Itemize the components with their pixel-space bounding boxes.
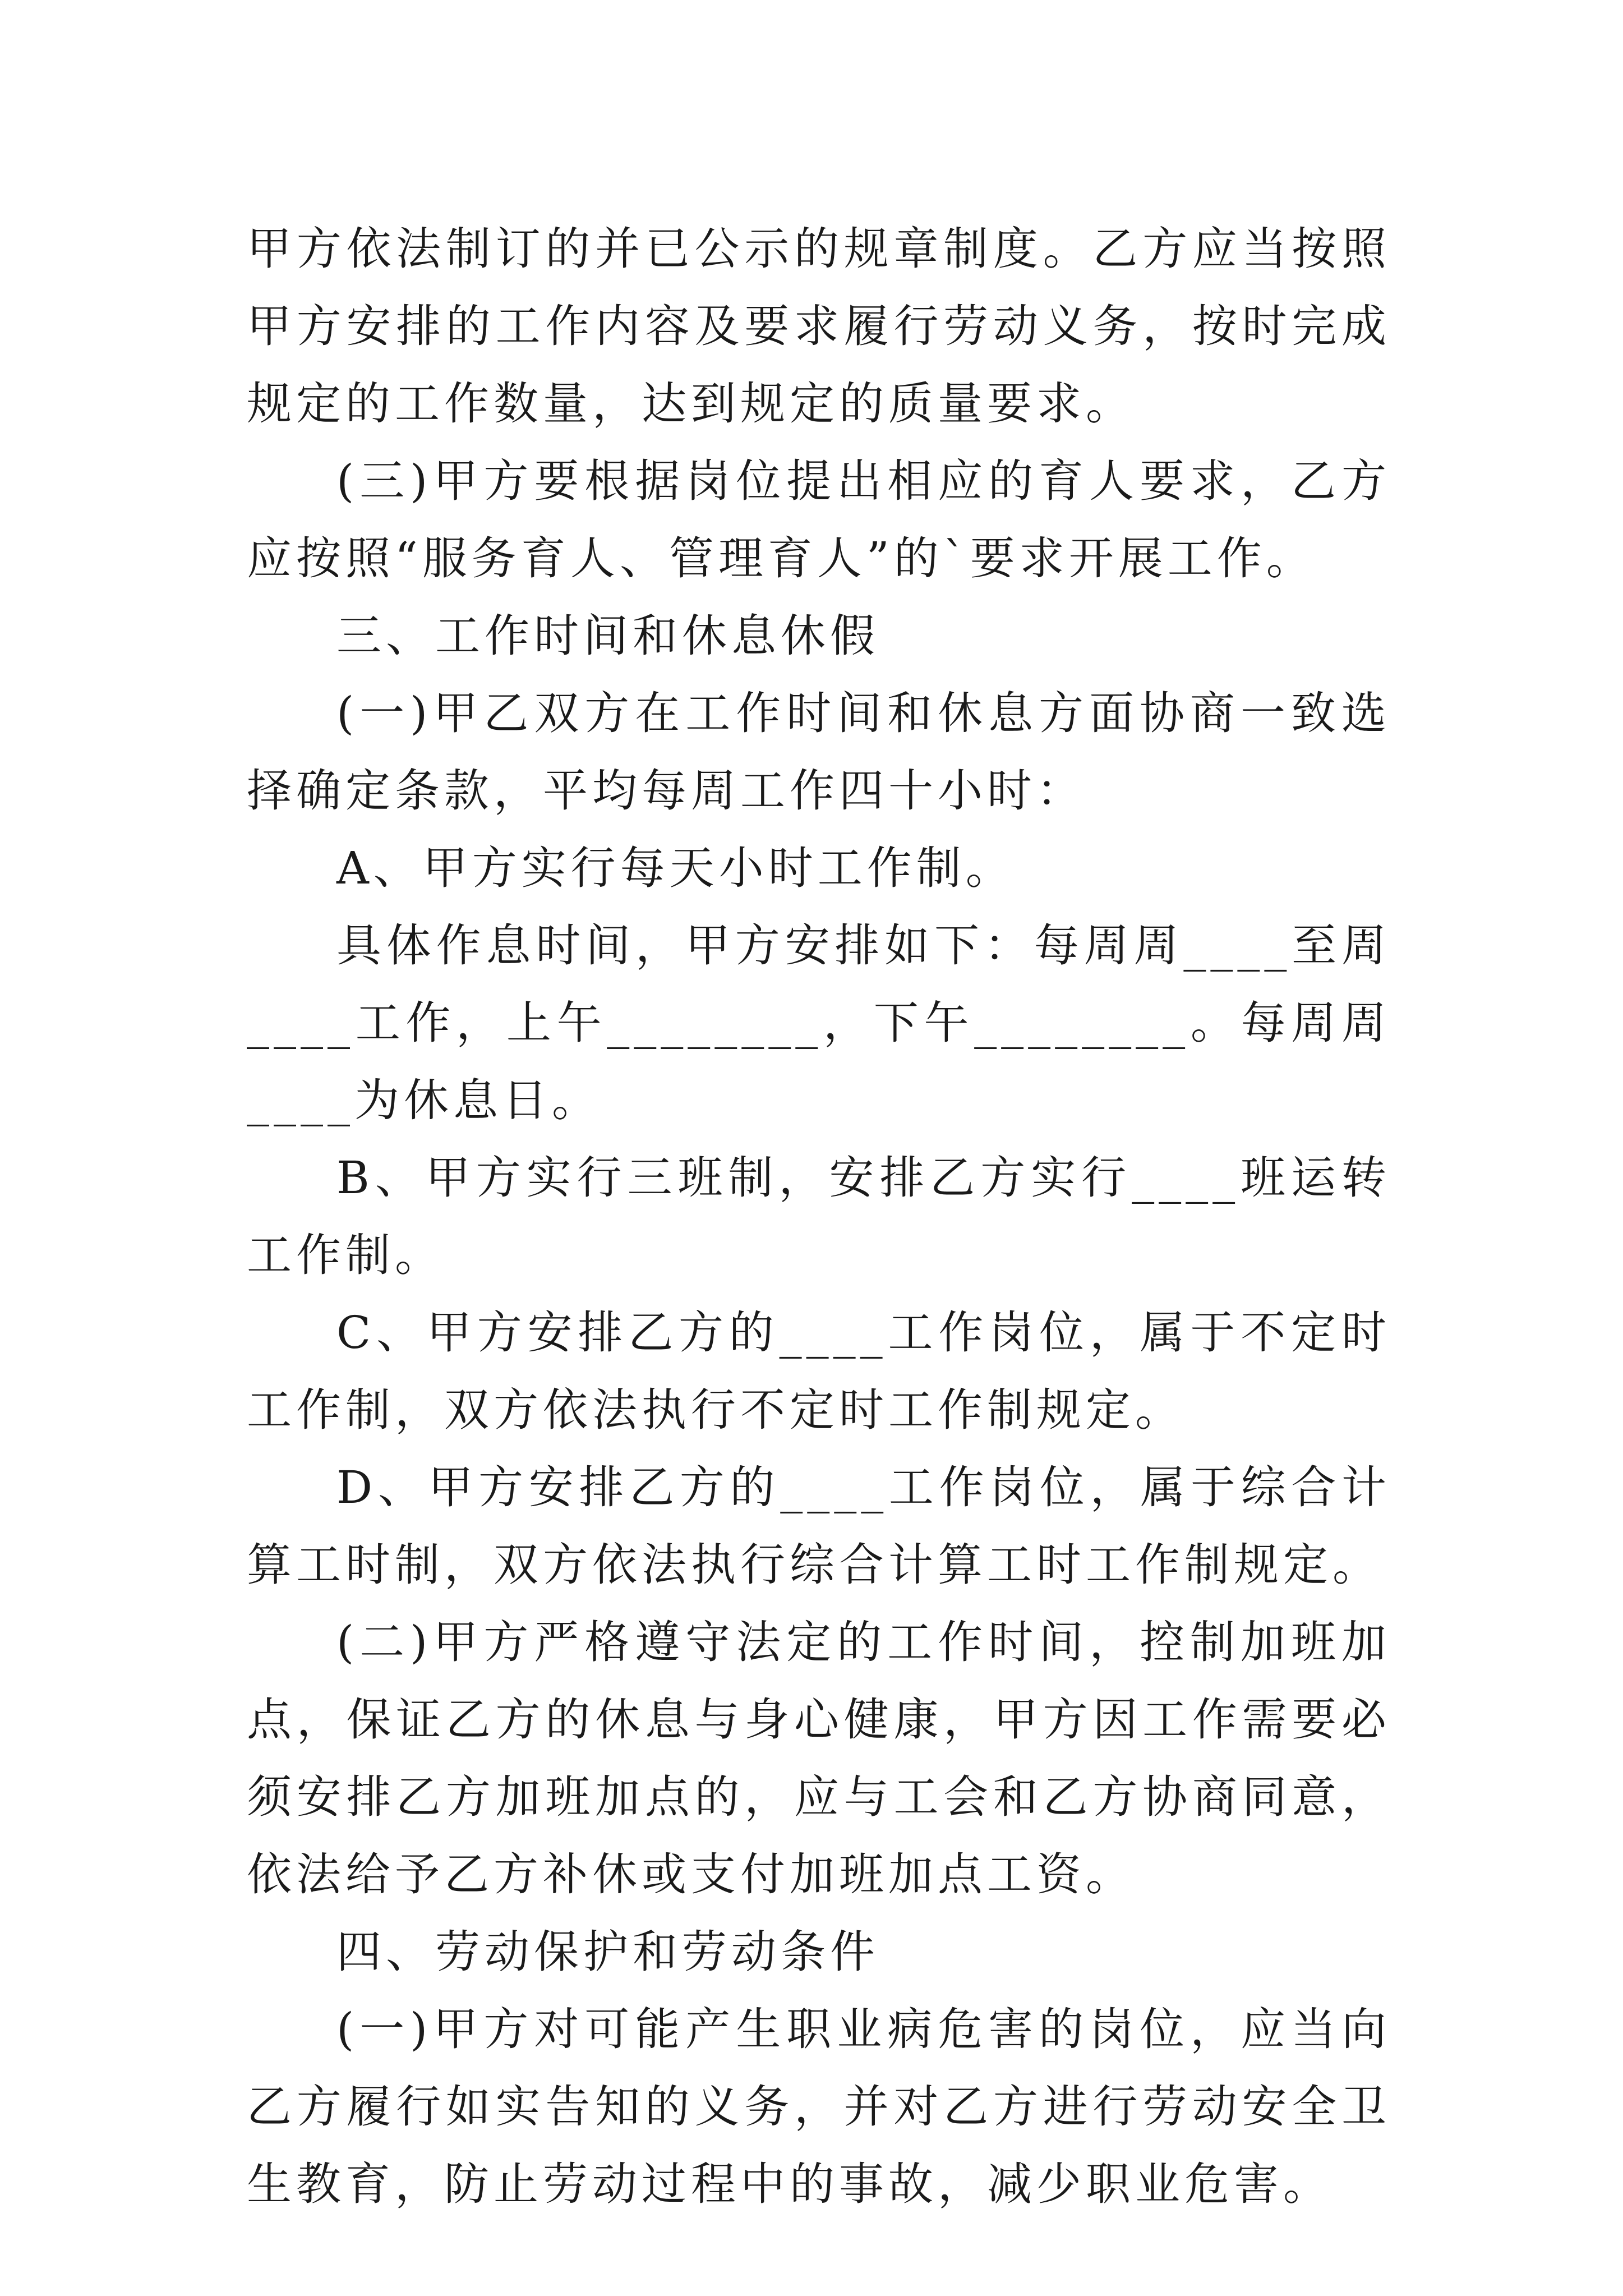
paragraph-education-requirements: (三)甲方要根据岗位提出相应的育人要求，乙方应按照“服务育人、管理育人”的`要求开展工作。 (247, 455, 1391, 585)
paragraph-option-a: A、甲方实行每天小时工作制。 (336, 842, 1015, 894)
paragraph-rules-and-duties: 甲方依法制订的并已公示的规章制度。乙方应当按照甲方安排的工作内容及要求履行劳动义务，按时完成规定的工作数量，达到规定的质量要求。 (247, 223, 1391, 430)
document-body (247, 210, 1391, 2223)
paragraph-schedule-details: 具体作息时间，甲方安排如下：每周周____至周____工作，上午________，下午________。每周周____为休息日。 (247, 919, 1391, 1126)
paragraph-option-b: B、甲方实行三班制，安排乙方实行____班运转工作制。 (247, 1152, 1391, 1281)
paragraph-overtime: (二)甲方严格遵守法定的工作时间，控制加班加点，保证乙方的休息与身心健康，甲方因工作需要必须安排乙方加班加点的，应与工会和乙方协商同意，依法给予乙方补休或支付加班加点工资。 (247, 1616, 1391, 1901)
paragraph-option-d: D、甲方安排乙方的____工作岗位，属于综合计算工时制，双方依法执行综合计算工时工作制规定。 (247, 1461, 1391, 1591)
paragraph-occupational-hazards: (一)甲方对可能产生职业病危害的岗位，应当向乙方履行如实告知的义务，并对乙方进行劳动安全卫生教育，防止劳动过程中的事故，减少职业危害。 (247, 2003, 1391, 2210)
paragraph-option-c: C、甲方安排乙方的____工作岗位，属于不定时工作制，双方依法执行不定时工作制规定。 (247, 1306, 1391, 1436)
section-heading-work-hours: 三、工作时间和休息休假 (336, 610, 879, 662)
section-heading-labor-protection: 四、劳动保护和劳动条件 (336, 1926, 879, 1978)
paragraph-work-hours-agreement: (一)甲乙双方在工作时间和休息方面协商一致选择确定条款，平均每周工作四十小时： (247, 687, 1391, 817)
